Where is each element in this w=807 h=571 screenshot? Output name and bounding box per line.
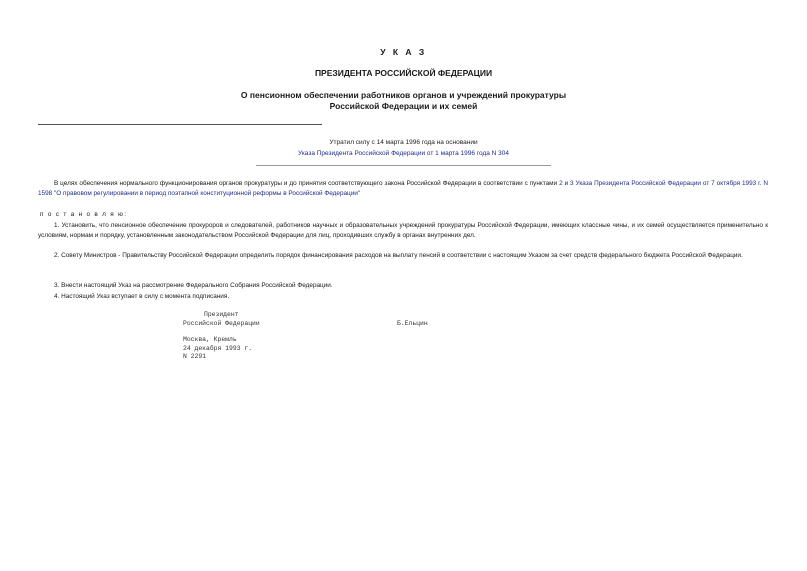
preamble-paragraph — [38, 179, 768, 199]
decree-number: N 2291 — [183, 353, 207, 360]
decree-title: У К А З — [380, 47, 427, 57]
item-4: 4. Настоящий Указ вступает в силу с момента подписания. — [54, 293, 230, 300]
signing-date: 24 декабря 1993 г. — [183, 345, 253, 352]
subject-title-line2: Российской Федерации и их семей — [329, 101, 478, 111]
subject-title-line1: О пенсионном обеспечении работников органов и учреждений прокуратуры — [240, 90, 567, 100]
decree-1598-link[interactable]: Указа Президента Российской Федерации от 7 октября 1993 г. N 1598 "О правовом регулировании в период поэтапной конституционной реформы в Российской Федерации" — [38, 180, 769, 197]
signatory-title: Президент — [204, 311, 239, 318]
decree-word: п о с т а н о в л я ю: — [40, 211, 128, 218]
item-3: 3. Внести настоящий Указ на рассмотрение Федерального Собрания Российской Федерации. — [54, 282, 333, 289]
signing-place: Москва, Кремль — [183, 336, 237, 343]
repeal-decree-link[interactable]: Указа Президента Российской Федерации от 1 марта 1996 года N 304 — [297, 150, 510, 157]
point-3-link[interactable]: 3 — [570, 180, 574, 187]
repeal-note: Утратил силу с 14 марта 1996 года на основании — [329, 139, 478, 146]
subject-title — [0, 90, 807, 112]
status-divider — [256, 165, 551, 166]
preamble-text: В целях обеспечения нормального функционирования органов прокуратуры и до принятия соответствующего закона Российской Федерации в соответствии с пунктами — [54, 180, 560, 187]
item-2: 2. Совету Министров - Правительству Российской Федерации определить порядок финансирования расходов на выплату пенсий в соответствии с настоящим Указом за счет средств федерального бюджета Российской Федерации. — [54, 252, 743, 259]
issuer-title: ПРЕЗИДЕНТА РОССИЙСКОЙ ФЕДЕРАЦИИ — [314, 68, 493, 78]
preamble-and: и — [562, 180, 571, 187]
signatory-org: Российской Федерации — [183, 320, 260, 327]
header-divider — [38, 124, 322, 125]
signatory-name: Б.Ельцин — [397, 320, 428, 327]
item-1: 1. Установить, что пенсионное обеспечение прокуроров и следователей, работников научных и образовательных учреждений прокуратуры Российской Федерации, имеющих классные чины, и их семей осуществляется применительно к условиям, нормам и порядку, установленным законодательством Российской Федерации для лиц, проходивших службу в органах внутренних дел. — [38, 222, 768, 239]
point-2-link[interactable]: 2 — [559, 180, 563, 187]
